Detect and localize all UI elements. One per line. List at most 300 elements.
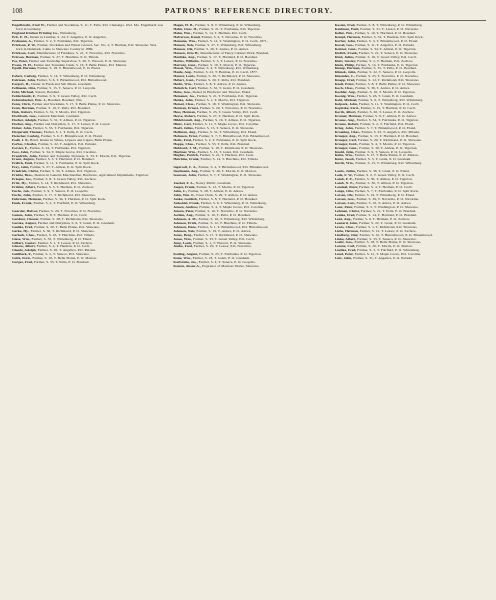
entry-name: Gloede, Adolph,: [12, 248, 37, 253]
entry-name: Heyse, Robert,: [173, 113, 196, 118]
entry-name: Hutchins, Frank,: [173, 157, 200, 162]
entry-name: Kaufman, Emil,: [334, 26, 360, 31]
directory-entry: [12, 261, 163, 265]
entry-details: Farmer, S. 23, T. Angelica, P.O. Pulaski.: [360, 129, 420, 134]
entry-details: Farmer, S. 23, T. Grant, P. O. Gresham.: [191, 256, 250, 261]
entry-name: Johnson, A. M.,: [173, 216, 198, 221]
entry-name: Herman, Ernest,: [173, 106, 199, 111]
entry-details: Farmer, S. 10, T. Pella, P. O. Bonduel.: [194, 212, 251, 217]
entry-details: Farmer, S. 35, T. Wittenberg, P. O. Eland.: [30, 236, 92, 241]
entry-name: Ess, Peter,: [12, 58, 28, 63]
entry-name: Funk, Frank,: [12, 200, 33, 205]
entry-details: Farmer, S. 22, T. Herman, P. O. Cecil, 1877.: [192, 70, 258, 75]
entry-details: Farmer, S. 9, T. Seneca, P. O. Leopolis.: [30, 189, 89, 194]
entry-details: Farmer, S. 6, T. Birnamwood, P.O. Birnamwood.: [35, 78, 108, 83]
entry-details: Farmer, S. 21, T. Maple Grove, P.O. Caroline.: [353, 252, 422, 257]
entry-name: Kempf, Herman,: [334, 34, 361, 39]
entry-name: Fuchs, Joh.,: [12, 189, 31, 194]
entry-details: Farmer, S. 28, T. Almon, P. O. Aniwa.: [187, 189, 244, 194]
entry-details: Farmer, S. 19, T. Pella, P.O. Bonduel.: [35, 106, 91, 111]
entry-name: Landaal, Peter,: [334, 185, 358, 190]
entry-name: Ericson, Herman,: [12, 54, 40, 59]
entry-details: Farmer, S. 34, T. Almon, P.O. Tigerton.: [38, 169, 97, 174]
entry-name: Franz, August,: [12, 157, 35, 162]
entry-details: Farmer, S. 4, T. Maple Grove, P.O. Caroline.: [198, 204, 264, 209]
entry-details: Farmer, S. 33, T. Seneca, P. O. Shawano.: [356, 236, 417, 241]
entry-name: Jonas, Wm.,: [173, 236, 193, 241]
entry-details: Farmer, S. 2, T. Fairfield, P.O. Eland.: [359, 121, 415, 126]
entry-name: Knoll, Ernst,: [334, 82, 355, 87]
entry-details: Farmer, S. 17, T. Hartland, P. O. Bonduel.: [196, 54, 258, 59]
entry-name: Jensen, Peter,: [173, 208, 195, 213]
entry-name: Harms, Wilhelm,: [173, 58, 200, 63]
entry-name: Larson, Lars,: [334, 200, 356, 205]
page-title: PATRONS' REFERENCE DIRECTORY.: [164, 6, 334, 15]
entry-details: Farmer, S. 31, T. Angelica, P. O. Pulaski.: [352, 256, 413, 261]
entry-name: Keller, Wm.,: [334, 30, 354, 35]
entry-name: Jahn, C.,: [173, 189, 188, 194]
entry-details: Farmer, S. 12, T. Washington, P. O. Cecil, 1871.: [196, 38, 268, 43]
entry-details: Farmer, Stockman and Wheat Grower, Sec. No. 2, T. Herman, P.O. Shawano. Was born in Denmark. Came to Shawano County in 1889.: [16, 42, 157, 51]
entry-details: Farmer, S. 19, T. Aniwa, P. O. Aniwa.: [195, 228, 252, 233]
entry-details: Farmer, S. 3, T. Fairfield, P. O. Wittenberg.: [356, 248, 420, 253]
entry-details: Farmer and Township Supervisor, S. 20, T. Wescott, P. O. Shawano.: [27, 58, 128, 63]
entry-details: Farmer, S. 12, T. Morris, P. O. Tigerton.: [195, 185, 255, 190]
entry-name: Fischer, Aug.,: [12, 121, 33, 126]
entry-name: Jung, Louis,: [173, 240, 193, 245]
entry-details: Farmer, S. 3, T. Grant, P. O. Gresham.: [354, 157, 412, 162]
entry-details: Farmer, S. 4, T. Seneca, P. O. Leopolis.: [197, 260, 256, 265]
entry-name: Gilbert, Gustav,: [12, 240, 37, 245]
entry-details: Farmer, S. 14, T. Hartland, P. O. Bonduel.: [355, 212, 418, 217]
entry-name: Larsen, Ole,: [334, 193, 354, 198]
entry-details: Farmer, S. 20, T. Lessor, P. O. Zachow.: [356, 109, 415, 114]
entry-name: Fairman, John,: [12, 78, 36, 83]
entry-details: Farmer, S. 27, T. Herman, P. O. Split Rock.: [195, 113, 260, 118]
entry-details: Farmer, S. 2, T. Birnamwood, P.O. Birnamwood.: [197, 165, 269, 170]
entry-name: Hauser, Louis,: [173, 74, 196, 79]
entry-details: Farmer and Stockman, S. 17, T. Belle Plaine, P. O. Shawano.: [31, 102, 121, 107]
entry-details: Farmer, S. 26, T. Angelica, P.O. Pulaski.: [36, 248, 96, 253]
entry-details: Farmer, S. 3, T. Hartland, P. O. Bonduel.: [34, 157, 95, 162]
entry-details: Farmer, S. 12, T. Lessor, P. O. Zachow.: [358, 228, 417, 233]
entry-details: Farmer, S. 31, T. Lessor, P. O. Navarino.: [359, 26, 420, 31]
entry-details: Farmer, S. 15, T. Wittenberg, P.O. Wittenberg.: [354, 161, 422, 166]
entry-name: Jahn, Wm. F.,: [173, 193, 195, 198]
entry-name: Kessel, Geo.,: [334, 42, 355, 47]
entry-details: Farmer, S. 8, T. Belle Plaine, P. O. Shawano.: [354, 82, 421, 87]
entry-name: Goldbeck, F.,: [12, 252, 33, 257]
entry-name: Lund, Peter,: [334, 252, 354, 257]
page-number: 108: [12, 7, 23, 15]
entry-name: Jones, Benj.,: [173, 232, 193, 237]
entry-name: Kettner, Gust.,: [334, 46, 358, 51]
entry-details: Farmer, S. 7, T. Birnamwood, P. O. Eland.: [353, 125, 417, 130]
entry-details: Farmer, S. 27, T. Belle Plaine, P. O. Marion.: [353, 153, 419, 158]
entry-name: Laux, Peter,: [334, 204, 354, 209]
entry-name: Koehler, Aug.,: [334, 90, 357, 95]
entry-name: Goltz, Ferd.,: [12, 256, 32, 261]
entry-name: Leonard, John,: [334, 220, 359, 225]
entry-details: Farmer, S. 2, T. Fairbanks, P.O. Tigerton.: [32, 38, 94, 43]
entry-details: Farmer and Stockman, S. 11, T. Falls, P.O. Chenango, Owl. Mo. Engelhardt was born in Germany.: [16, 24, 163, 31]
entry-details: Farmer, S. 2, T. Fairbanks, P. O. Split Rock.: [191, 137, 257, 142]
entry-details: Farmer, S. 20, T. Belle Plaine, P.O. Shawano.: [33, 224, 100, 229]
entry-name: Janke, Gottlieb,: [173, 197, 198, 202]
entry-details: Farmer, S. 9, T. Green Valley, P.O. Cecil.: [36, 94, 97, 99]
entry-details: Farmer, S. 34, T. Maple Grove, P.O. Caroline.: [29, 149, 97, 154]
entry-name: Koch, Chas.,: [334, 86, 355, 91]
entry-name: Korth, Albert,: [334, 109, 357, 114]
entry-details: Farmer, S. 15, T. Seneca, P. O. Leopolis.: [36, 86, 96, 91]
entry-name: Hardtke, Aug.,: [173, 54, 196, 59]
entry-details: Farmer, S. 32, T. Birnamwood, P. O. Birnamwood.: [358, 232, 433, 237]
entry-name: Luebke, Fred,: [334, 248, 357, 253]
entry-details: Farmer, S. 14, T. Richmond, P.O. Shawano.: [27, 181, 92, 186]
entry-details: Farmer, S. 36, T. Grant, P. O. Eland.: [355, 169, 410, 174]
entry-details: Saloon, Bonduel.: [34, 90, 60, 95]
entry-details: Farmer, S. 32, T. Grant, P. O. Gresham.: [196, 86, 255, 91]
entry-name: Garska, August,: [12, 220, 37, 225]
entry-name: Krueger, Ferd.,: [334, 141, 359, 146]
entry-name: Evans, H. H.,: [12, 62, 33, 67]
entry-name: Ingersoll, C. A.,: [173, 165, 198, 170]
entry-name: Fuchs, John,: [12, 193, 32, 198]
entry-name: Henke, John,: [173, 98, 194, 103]
entry-details: Hotel, Dealer in Wines, Liquors and Cigars, Belle Plaine.: [28, 137, 113, 142]
entry-name: Fritzler, Albert,: [12, 185, 36, 190]
entry-name: Kluender, C.,: [334, 74, 356, 79]
entry-name: Hahn, Chas. H.,: [173, 26, 198, 31]
entry-name: Kind, Julius,: [334, 54, 355, 59]
entry-details: Farmer, S. 31, T. Morris, P.O. Tigerton.: [32, 110, 91, 115]
entry-name: Hensel, Chas.,: [173, 102, 196, 107]
entry-details: Farmer, S. 4, T. Navarino, P. O. Navarino.: [200, 34, 263, 39]
entry-name: Kerber, John,: [334, 38, 356, 43]
entry-details: Farmer, S. 15, T. Herman, P. O. Cecil.: [359, 106, 416, 111]
entry-name: Egaill, Herman,: [12, 66, 37, 71]
entry-name: Hohnsen, Ernst,: [173, 133, 199, 138]
directory-entry: [173, 265, 324, 269]
entry-name: Jaeger, Frank,: [173, 185, 196, 190]
page-header: [12, 6, 486, 21]
entry-name: Lehman, Christ,: [334, 208, 360, 213]
entry-details: Farmer, S. 9, T. Seneca, P. O. Leopolis.: [354, 149, 413, 154]
entry-details: Farmer, S. 5, T. Herman, P. O. Zachow.: [35, 185, 95, 190]
entry-details: Farmer, S. 25, T. Navarino, P. O. Navarino.: [355, 74, 419, 79]
entry-details: Farmer and Dairyman, S. 6, T. Grant, P. O. Gresham.: [36, 220, 115, 225]
entry-details: Farmer, S. 7, T. Washington, P. O. Shawano.: [196, 173, 263, 178]
entry-name: Halverson, Knud,: [173, 34, 201, 39]
entry-name: Gaulke, Fred,: [12, 224, 34, 229]
entry-name: Knapp, Fred,: [334, 78, 356, 83]
entry-name: England Kitchen Printing Co.,: [12, 30, 59, 35]
entry-details: Farmer, S. 10, T. Aniwa, P. O. Aniwa.: [355, 200, 412, 205]
entry-details: Farmer, S. 15, T. Seneca, P. O. Shawano.: [193, 125, 255, 130]
entry-details: Farmer, S. 16, T. Morris, P. O. Tigerton.: [356, 90, 416, 95]
entry-name: Krueger, Aug.,: [334, 133, 357, 138]
entry-details: Farmer, S. 16, T. Green Valley, P.O. Cecil.: [354, 54, 417, 59]
entry-name: Fink, Robert,: [12, 110, 33, 115]
entry-name: Krause, Robert,: [334, 121, 360, 126]
entry-name: Jaskolski, Frank,: [173, 200, 200, 205]
entry-details: Farmer, S. 20, T. Aniwa, P. O. Aniwa.: [193, 46, 250, 51]
entry-name: Kramer, Herman,: [334, 113, 363, 118]
entry-name: Hebert, Gust.,: [173, 78, 196, 83]
entry-name: Forster, F.,: [12, 145, 29, 150]
entry-name: Lenz, Aug.,: [334, 216, 353, 221]
entry-details: Farmer, S. 13, T. Hartland, P. O. Bonduel.: [357, 133, 419, 138]
entry-details: Farmer, S. 14, T. Wittenberg, P. O. Wittenberg.: [36, 74, 106, 79]
entry-details: Farmer, S. 24, T. Fairbanks, P.O. Tigerton.: [28, 145, 91, 150]
entry-name: Lamb, N. E.,: [334, 181, 355, 186]
entry-name: Junke, Fred,: [173, 244, 193, 249]
entry-details: Farmer, S. 1, T. Pella, P. O. Cecil.: [42, 129, 93, 134]
entry-name: Fenn, Chris,: [12, 102, 32, 107]
entry-name: Holtz, Fred,: [173, 137, 192, 142]
entry-details: Farmer, S. 8, T. Green Valley, P.O. Zachow.: [32, 177, 97, 182]
entry-details: Farmer, S. 3, T. Birnamwood, P. O. Eland.: [355, 38, 419, 43]
entry-name: Hintz, Carl,: [173, 121, 192, 126]
entry-details: Manufacturer of Furniture, S. 21, T. Navarino, P.O. Navarino.: [35, 50, 126, 55]
entry-name: Fisher, John,: [12, 125, 32, 130]
directory-columns: [12, 24, 486, 596]
entry-name: Hildebrandt, Aug.,: [173, 117, 202, 122]
entry-name: Klatt, Gustav,: [334, 58, 357, 63]
entry-name: Fabert, Ludwig,: [12, 74, 37, 79]
entry-name: Gamm, John,: [12, 212, 33, 217]
entry-name: Gaarder, Halvor,: [12, 208, 38, 213]
entry-name: Fischer, Adolph,: [12, 117, 37, 122]
entry-details: Farmer, S. 16, T. Navarino, P. O. Navarino.: [194, 208, 258, 213]
entry-name: Larson, Geo.,: [334, 196, 356, 201]
entry-name: Lewis, Chas.,: [334, 224, 355, 229]
entry-name: Gerlach, Chas.,: [12, 232, 36, 237]
entry-name: Erdmann, A.,: [12, 38, 33, 43]
entry-name: Krueger, Gust.,: [334, 145, 359, 150]
entry-details: Farmer, S. 30, T. Richmond, P. O. Shawano.: [29, 228, 95, 233]
entry-details: Farmer, S. 23, T. Green Valley, P.O. Cecil.: [195, 109, 259, 114]
entry-details: Dealers in General Merchandise, Hardware, Agricultural Implements, Tigerton.: [33, 173, 149, 178]
entry-name: Hoeft, Julius,: [173, 125, 194, 130]
entry-details: Farmer, S. 21, T. Fairbanks, P.O. Tigerton.: [197, 26, 261, 31]
entry-details: Farmer, S. 8, T. Wittenberg, P. O. Wittenberg.: [194, 24, 262, 27]
entry-name: Jensen, Andrew,: [173, 204, 199, 209]
entry-name: Kading, August,: [173, 252, 199, 257]
entry-details: Farmer, S. 33, T. Green Valley, P.O. Cecil.: [192, 236, 255, 241]
entry-name: Klemp, Herman,: [334, 66, 361, 71]
entry-details: Farmer, S. 7, T. Fairbanks, P. O. Split Rock.: [353, 189, 419, 194]
entry-details: Farmer, S. 21, T. Fairbanks, P.O. Tigerton.: [195, 94, 259, 99]
entry-details: Farmer, S. 12, T. Hutchins, P. O. Tilleda.: [197, 220, 258, 225]
entry-details: Farmer, S. 14, T. Herman, P.O. Cecil.: [192, 30, 248, 35]
entry-name: Hoffman, Aug.,: [173, 129, 197, 134]
entry-name: Kolpack, John,: [334, 102, 358, 107]
entry-details: Farmer, S. 29, T. Navarino, P. O. Navarino.: [198, 106, 263, 111]
entry-details: Dealer in Fresh and Salt Meats, Gresham.: [30, 82, 92, 87]
entry-details: Farmer, S. 16, T. Hutchins, P.O. Tilleda.: [35, 232, 95, 237]
entry-name: Hanson, Ole,: [173, 46, 194, 51]
entry-name: Lade, F. W.,: [334, 173, 354, 178]
entry-name: Fenn, Herman,: [12, 106, 36, 111]
entry-details: Farmer, S. 27, T. Almon, P. O. Split Rock.: [29, 165, 92, 170]
entry-name: Forbes, Charles,: [12, 141, 38, 146]
entry-name: Frisbie, Bros.,: [12, 173, 34, 178]
entry-name: Gorges, Fred,: [12, 260, 33, 265]
entry-details: Farmer, S. 6, T. Wittenberg, P.O. Wittenberg.: [357, 98, 424, 103]
entry-name: Frelich, Emil,: [12, 161, 33, 166]
entry-details: Farmer, S. 2, T. Seneca, P.O. Shawano.: [32, 252, 90, 257]
entry-details: Manufacturer of Fancy Cabinet Work, Bonduel.: [199, 50, 270, 55]
entry-details: Notary Public, Gresham.: [194, 181, 232, 186]
entry-details: Farmer, S. 31, T. Almon, P. O. Tigerton.: [36, 117, 96, 122]
entry-name: Feldschmidt, F.,: [12, 94, 37, 99]
entry-details: Farmer, S. 34, T. Herman, P. O. Split Rock.: [41, 196, 106, 201]
entry-details: Farmer, S. 20, T. Navarino, P. O. Navarino.: [37, 208, 102, 213]
entry-name: Haufe, Aug.,: [173, 70, 193, 75]
entry-details: Farmer, S. 19, T. Wittenberg, P. O. Eland.: [353, 193, 415, 198]
entry-name: Heise, Geo.,: [173, 90, 192, 95]
entry-name: Fuhrman, Herman,: [12, 196, 42, 201]
entry-name: Fargert, H.,: [12, 82, 31, 87]
entry-name: Lamb, F. E.,: [334, 177, 354, 182]
entry-name: Erickson, Carl,: [12, 50, 36, 55]
entry-name: Fitzgerald, Thomas,: [12, 129, 43, 134]
entry-details: Farmer, S. 33, T. Pella, P. O. Bonduel.: [32, 260, 90, 265]
entry-details: Farmer, S. 18, T. Birnamwood, P. O. Eland.: [36, 66, 101, 71]
entry-name: Kasten, Fred,: [334, 24, 356, 27]
entry-name: Lange, Otto,: [334, 189, 354, 194]
entry-name: Fischbach, Geo.,: [12, 113, 38, 118]
entry-details: Farmer, S. 35, T. Pella, P.O. Bonduel.: [194, 141, 251, 146]
entry-details: Farmer, S. 34, T. Fairbanks, P. O. Tigerton.: [355, 117, 419, 122]
entry-details: Farmer, S. 18, T. Washington, P.O. Shawano.: [195, 102, 262, 107]
entry-name: Lorenz, Carl,: [334, 244, 356, 249]
entry-name: Frey, John,: [12, 165, 30, 170]
entry-details: Farmer, S. 16, T. Belle Plaine, P. O. Marion.: [31, 256, 97, 261]
entry-details: Farmer, S. 4, T. Herman, P. O. Cecil.: [35, 244, 91, 249]
entry-details: Farmer, S. 26, T. Morris, P. O. Marion.: [355, 244, 413, 249]
entry-name: Johnson, Nels,: [173, 228, 196, 233]
entry-name: Linke, Albert,: [334, 236, 357, 241]
entry-details: Farmer, S. 36, T. Aniwa, P. O. Aniwa.: [354, 86, 411, 91]
entry-details: Farmer, S. 22, T. Angelica, P.O. Pulaski.: [37, 141, 97, 146]
entry-details: Farmer, S. 21, T. Seneca, P. O. Shawano.: [357, 50, 419, 55]
entry-details: Farmer, S. 11, T. Maple Grove, P.O. Caroline.: [191, 121, 259, 126]
entry-details: Proprietor of Mattress Works, Shawano.: [200, 264, 260, 269]
entry-details: Farmer, S. 16, T. Wittenberg, P.O. Wittenberg.: [197, 216, 266, 221]
entry-name: Jaeckel, F. A.,: [173, 181, 195, 186]
entry-name: Hansen, Nels,: [173, 42, 195, 47]
entry-details: Farmer, S. 6, T. Wittenberg, P. O. Wittenberg.: [199, 200, 267, 205]
entry-details: Farmer, S. 5, T. Washington, P. O. Shawano.: [353, 204, 419, 209]
entry-details: Farmer, S. 29, T. Navarino, P. O. Navarino.: [355, 196, 420, 201]
entry-name: Huebner, Wm.,: [173, 149, 197, 154]
directory-entry: [335, 257, 486, 261]
entry-details: Farmer, S. 7, T. Birnamwood, P.O. Birnamwood.: [198, 133, 270, 138]
entry-name: Hartwig, Gust.,: [173, 62, 197, 67]
entry-name: Kuhn, Wm.,: [334, 153, 354, 158]
entry-details: Farmer, S. 1, T. Birnamwood, P.O. Birnamwood.: [196, 224, 269, 229]
entry-name: Engelbrecht, Fred W.,: [12, 24, 46, 27]
entry-details: Farmer, S. 12, T. Richmond, P.O. Shawano.: [355, 78, 420, 83]
entry-name: Koenig, Wm.,: [334, 94, 356, 99]
entry-name: Hoppe, Chas.,: [173, 141, 195, 146]
entry-details: Farmer, S. 2, T. Wittenberg, P.O. Wittenberg.: [193, 66, 260, 71]
entry-name: Kunz, Jacob,: [334, 157, 355, 162]
entry-name: Hess, Herman,: [173, 109, 196, 114]
entry-details: Farmer, S. 32, T. Herman, P.O. Split Rock.: [360, 34, 424, 39]
entry-details: Farmer and Dairyman, S. 17, T. Lessor, P. O. Lessor.: [32, 121, 111, 126]
entry-details: Farmer, S. 13, T. Grant, P.O. Gresham.: [196, 149, 254, 154]
entry-name: Glasow, Albert,: [12, 244, 36, 249]
entry-name: Kuehl, John,: [334, 149, 355, 154]
entry-details: Farmer, S. 30, T. Almon, P. O. Tigerton.: [358, 145, 418, 150]
entry-details: Dealer in Hardware and Tinware, Eland.: [191, 90, 251, 95]
entry-details: Bonduel, Bonduel, Wis.: [46, 98, 83, 103]
entry-name: Giese, Wm.,: [12, 236, 31, 241]
entry-details: Farmer, S. 1, T. Richmond, P.O. Shawano.: [354, 224, 418, 229]
entry-details: Farmer, S. 1, T. Lessor, P. O. Zachow.: [36, 240, 93, 245]
entry-details: Farmer, S. 22, T. Grant, P. O. Gresham.: [358, 220, 417, 225]
entry-details: Farmer, S. 14, T. Hutchins, P.O. Tilleda.: [199, 157, 259, 162]
entry-details: Farmer, S. 29, T. Lessor, P.O. Navarino.: [192, 244, 252, 249]
entry-details: Farmer, S. 26, T. Morris, P. O. Marion.: [199, 169, 257, 174]
entry-name: Laabs, Julius,: [334, 169, 356, 174]
entry-name: Johnson, Hans,: [173, 224, 197, 229]
entry-details: Farmer, S. 19, T. Almon, P. O. Tigerton.: [201, 117, 261, 122]
entry-name: Loehr, Geo.,: [334, 240, 354, 245]
entry-name: Hughes, Patrick,: [173, 153, 199, 158]
entry-details: Farmer, S. 10, T. Morris, P. O. Tigerton.: [196, 62, 257, 67]
entry-details: Farmer, S. 9, T. Almon, P. O. Aniwa.: [362, 113, 417, 118]
entry-name: Fellmann, Otto,: [12, 86, 37, 91]
column-middle: [173, 24, 324, 596]
entry-name: Hagen, H. B.,: [173, 24, 195, 27]
entry-name: Liebe, Herman,: [334, 228, 359, 233]
entry-name: Fehr, Michael,: [12, 90, 35, 95]
entry-name: Hubbard, J. M.,: [173, 145, 199, 150]
entry-details: Farmer, S. 27, T. Wittenberg, P.O. Wittenberg.: [194, 42, 262, 47]
entry-details: Farmer, S. 4, T. Herman, P. O. Cecil.: [357, 185, 413, 190]
entry-name: Heinrich, Carl,: [173, 86, 197, 91]
entry-details: Farmer, S. 30, T. Almon, P. O. Tigerton.: [353, 177, 413, 182]
entry-name: Krieg, John,: [334, 125, 354, 130]
entry-name: Erb, E. H.,: [12, 34, 29, 39]
entry-name: Kroening, Chas.,: [334, 129, 361, 134]
entry-details: Farmer, S. 11, T. Washington, P. O. Cecil.: [357, 102, 420, 107]
entry-details: Town Clerk, S. 29, T. Almon, P. O. Aniwa.: [194, 193, 258, 198]
entry-details: Farmer, S. 20, T. Richmond, P. O. Shawano.: [356, 137, 423, 142]
entry-name: Fleischer, Ludwig,: [12, 133, 40, 138]
entry-details: Farmer, S. 26, T. Grant, P. O. Gresham.: [355, 94, 414, 99]
entry-name: Gardner, Chester,: [12, 216, 40, 221]
entry-details: Farmer, S. 11, T. Angelica, P. O. Pulaski.: [354, 42, 415, 47]
entry-name: Krause, Aug.,: [334, 117, 356, 122]
entry-details: Farmer, S. 30, T. Richmond, P. O. Shawano.: [195, 74, 261, 79]
entry-details: Farmer, S. 14, T. Fairbanks, P. O. Tigerton.: [354, 62, 419, 67]
entry-name: Hassel, Wm.,: [173, 66, 194, 71]
column-right: [335, 24, 486, 596]
entry-name: Hansen, Otto H.,: [173, 50, 200, 55]
entry-name: Klimek, John,: [334, 70, 357, 75]
entry-details: Farmer, S. 8, T. Aniwa, P. O. Aniwa.: [192, 82, 247, 87]
entry-name: Inselmann, Aug.,: [173, 169, 200, 174]
entry-details: Farmer, S. 10, T. Hartland, P. O. Bonduel.: [353, 30, 416, 35]
entry-details: Farmer, S. 34, T. Almon, P. O. Tigerton.: [357, 46, 417, 51]
entry-name: Friedrich, Christ,: [12, 169, 39, 174]
entry-name: Lutz, John,: [334, 256, 353, 261]
